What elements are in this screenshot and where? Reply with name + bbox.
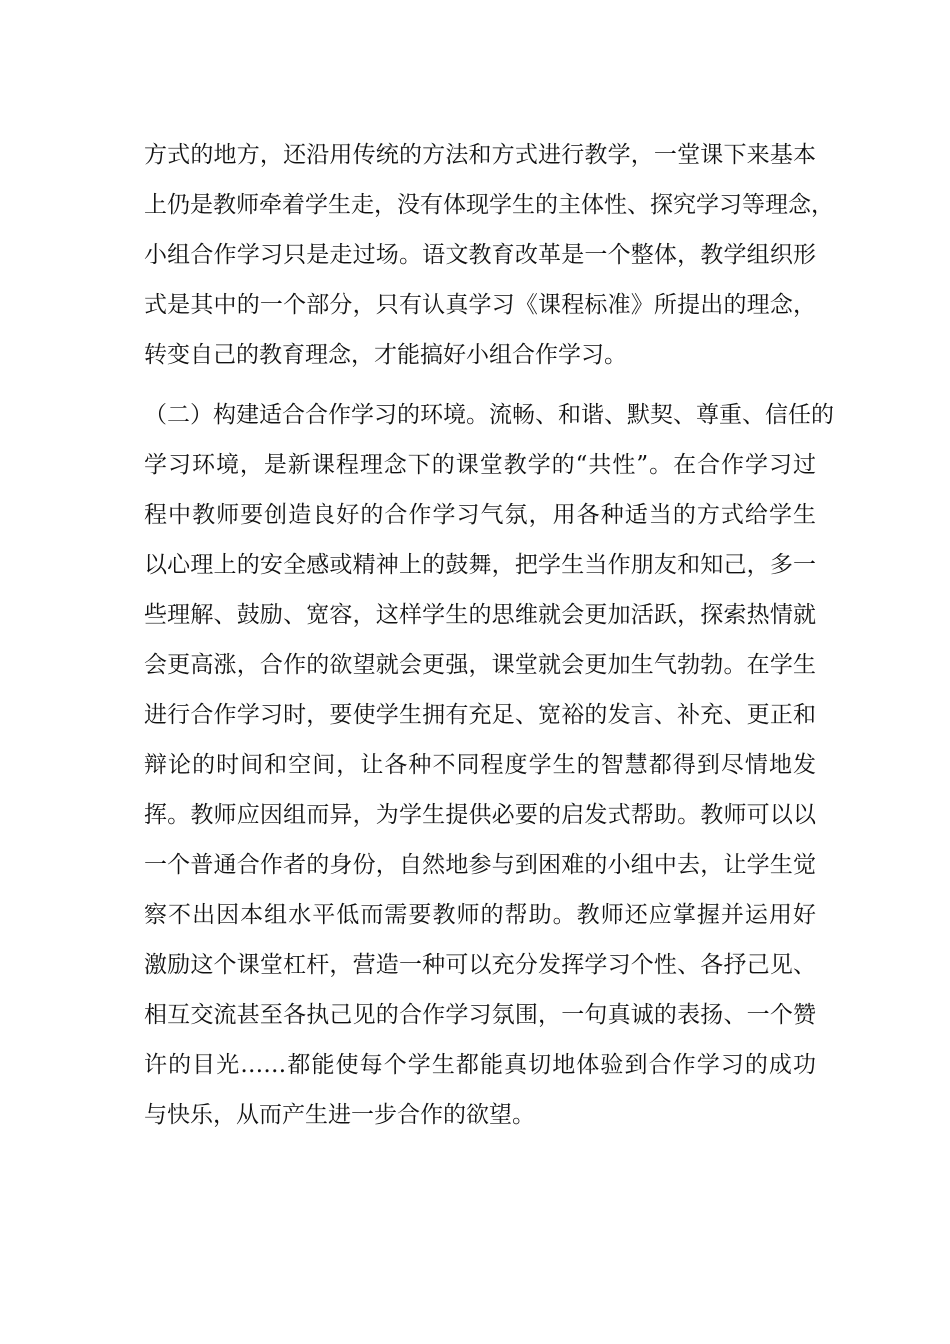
document-body xyxy=(144,130,834,1140)
paragraph-2 xyxy=(144,390,834,1140)
paragraph-line: 方式的地方，还沿用传统的方法和方式进行教学，一堂课下来基本 xyxy=(144,142,816,168)
paragraph-line: 式是其中的一个部分，只有认真学习《课程标准》所提出的理念， xyxy=(144,292,816,318)
paragraph-line: 察不出因本组水平低而需要教师的帮助。教师还应掌握并运用好 xyxy=(144,902,816,928)
paragraph-line: 进行合作学习时，要使学生拥有充足、宽裕的发言、补充、更正和 xyxy=(144,702,816,728)
paragraph-line: 些理解、鼓励、宽容，这样学生的思维就会更加活跃，探索热情就 xyxy=(144,602,816,628)
paragraph-1 xyxy=(144,130,834,380)
paragraph-line: 相互交流甚至各执己见的合作学习氛围，一句真诚的表扬、一个赞 xyxy=(144,1002,816,1028)
paragraph-line: 挥。教师应因组而异，为学生提供必要的启发式帮助。教师可以以 xyxy=(144,802,816,828)
paragraph-line: 学习环境，是新课程理念下的课堂教学的“共性”。在合作学习过 xyxy=(144,452,816,478)
paragraph-line: 以心理上的安全感或精神上的鼓舞，把学生当作朋友和知己，多一 xyxy=(144,552,816,578)
paragraph-line: 一个普通合作者的身份，自然地参与到困难的小组中去，让学生觉 xyxy=(144,852,816,878)
paragraph-gap xyxy=(144,380,816,390)
paragraph-line: （二）构建适合合作学习的环境。流畅、和谐、默契、尊重、信任的 xyxy=(144,402,834,428)
paragraph-line: 转变自己的教育理念，才能搞好小组合作学习。 xyxy=(144,342,627,368)
paragraph-line: 程中教师要创造良好的合作学习气氛，用各种适当的方式给学生 xyxy=(144,502,816,528)
paragraph-line: 与快乐，从而产生进一步合作的欲望。 xyxy=(144,1102,535,1128)
paragraph-line: 小组合作学习只是走过场。语文教育改革是一个整体，教学组织形 xyxy=(144,242,816,268)
paragraph-line: 会更高涨，合作的欲望就会更强，课堂就会更加生气勃勃。在学生 xyxy=(144,652,816,678)
paragraph-line: 许的目光……都能使每个学生都能真切地体验到合作学习的成功 xyxy=(144,1052,816,1078)
paragraph-line: 上仍是教师牵着学生走，没有体现学生的主体性、探究学习等理念， xyxy=(144,192,834,218)
paragraph-line: 辩论的时间和空间，让各种不同程度学生的智慧都得到尽情地发 xyxy=(144,752,816,778)
paragraph-line: 激励这个课堂杠杆，营造一种可以充分发挥学习个性、各抒己见、 xyxy=(144,952,816,978)
